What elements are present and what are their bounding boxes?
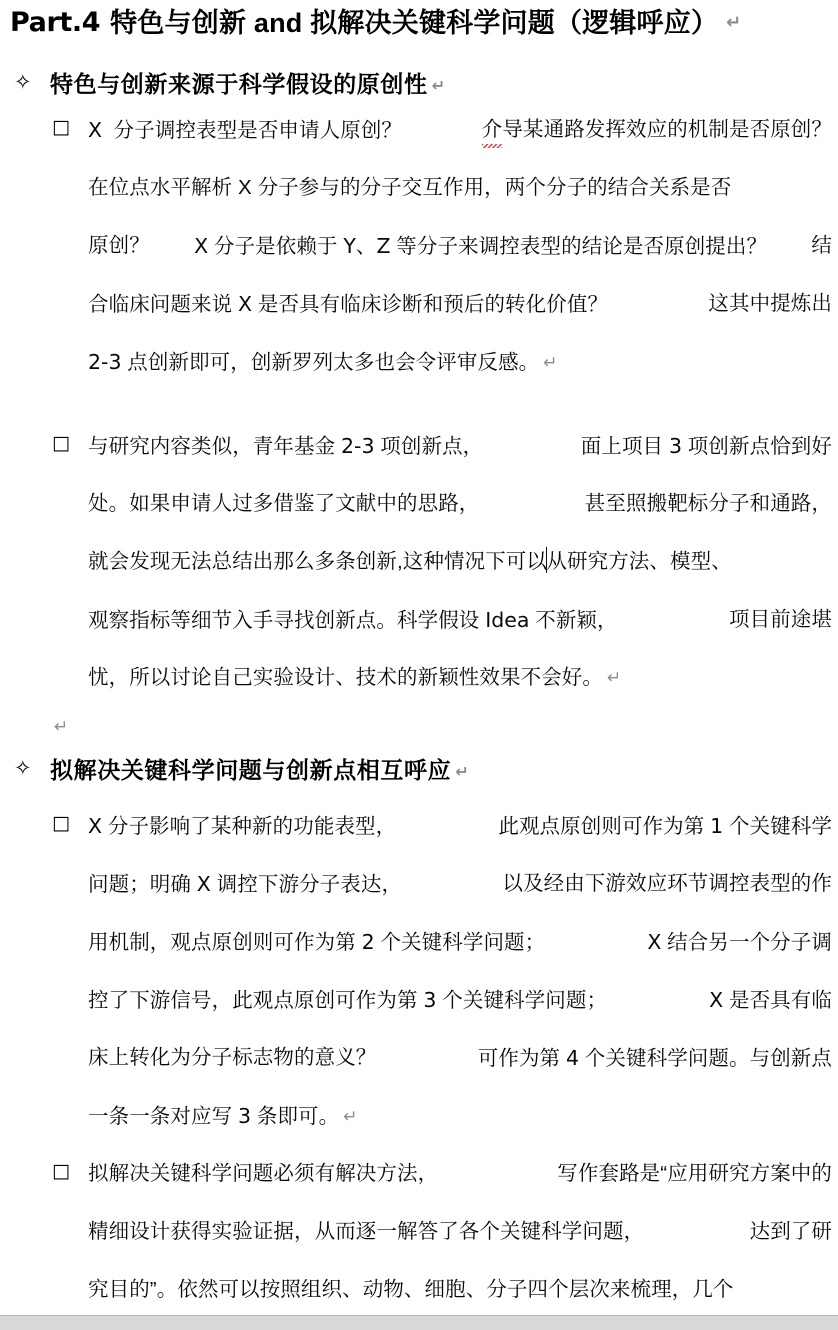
body-line: 床上转化为分子标志物的意义？ 可作为第 4 个关键科学问题。与创新点 (88, 1046, 832, 1070)
checkbox-bullet-icon: □ (52, 432, 70, 454)
body-line: 原创？ X 分子是依赖于 Y、Z 等分子来调控表型的结论是否原创提出？ 结 (88, 234, 832, 258)
diamond-bullet-icon: ✧ (14, 69, 32, 94)
checkbox-bullet-icon: □ (52, 116, 70, 138)
body-line: 精细设计获得实验证据，从而逐一解答了各个关键科学问题， 达到了研 (88, 1220, 832, 1243)
body-line: 一条一条对应写 3 条即可。 ↵ (88, 1104, 358, 1128)
paragraph-return-icon: ↵ (607, 668, 622, 688)
checkbox-bullet-icon: □ (52, 1160, 70, 1182)
section-heading-2-label: 拟解决关键科学问题与创新点相互呼应 ↵ (50, 756, 470, 783)
body-line: 用机制，观点原创则可作为第 2 个关键科学问题； X 结合另一个分子调 (88, 930, 832, 954)
checkbox-bullet-icon: □ (52, 812, 70, 834)
spellcheck-word: 介 (482, 113, 503, 147)
body-line: 控了下游信号，此观点原创可作为第 3 个关键科学问题； X 是否具有临 (88, 988, 832, 1012)
body-line: 在位点水平解析 X 分子参与的分子交互作用，两个分子的结合关系是否 (88, 176, 732, 199)
body-line: 与研究内容类似，青年基金 2-3 项创新点， 面上项目 3 项创新点恰到好 (88, 434, 832, 458)
section-heading-1 (14, 62, 830, 102)
body-line: 忧，所以讨论自己实验设计、技术的新颖性效果不会好。 ↵ (88, 666, 622, 689)
page-bottom-edge (0, 1315, 838, 1330)
page-title (10, 0, 830, 46)
body-line: 问题；明确 X 调控下游分子表达， 以及经由下游效应环节调控表型的作 (88, 872, 832, 896)
paragraph-return-icon: ↵ (343, 1107, 358, 1127)
diamond-bullet-icon: ✧ (14, 755, 32, 780)
body-line: 究目的”。依然可以按照组织、动物、细胞、分子四个层次来梳理，几个 (88, 1278, 734, 1301)
paragraph-return-icon: ↵ (54, 717, 69, 737)
body-line: 就会发现无法总结出那么多条创新,这种情况下可以从研究方法、模型、 (88, 545, 832, 579)
body-line: X 分子影响了某种新的功能表型， 此观点原创则可作为第 1 个关键科学 (88, 814, 832, 838)
body-line: X 分子调控表型是否申请人原创？ 介导某通路发挥效应的机制是否原创？ (88, 113, 832, 147)
section-heading-1-label: 特色与创新来源于科学假设的原创性 ↵ (50, 70, 446, 97)
text-caret (546, 547, 547, 573)
body-line: 处。如果申请人过多借鉴了文献中的思路， 甚至照搬靶标分子和通路， (88, 492, 832, 515)
paragraph-return-icon: ↵ (431, 75, 446, 95)
empty-paragraph (50, 712, 68, 742)
page-title-cjk: 特色与创新 and 拟解决关键科学问题（逻辑呼应） (110, 8, 719, 38)
paragraph-return-icon: ↵ (726, 12, 742, 33)
paragraph-return-icon: ↵ (543, 353, 558, 373)
body-line: 2-3 点创新即可，创新罗列太多也会令评审反感。 ↵ (88, 350, 558, 374)
body-line: 观察指标等细节入手寻找创新点。科学假设 Idea 不新颖， 项目前途堪 (88, 608, 832, 632)
body-line: 拟解决关键科学问题必须有解决方法， 写作套路是“应用研究方案中的 (88, 1162, 832, 1185)
section-heading-2 (14, 748, 830, 788)
body-line: 合临床问题来说 X 是否具有临床诊断和预后的转化价值？ 这其中提炼出 (88, 292, 832, 316)
paragraph-return-icon: ↵ (455, 761, 470, 781)
page-title-latin: Part.4 (10, 7, 101, 38)
